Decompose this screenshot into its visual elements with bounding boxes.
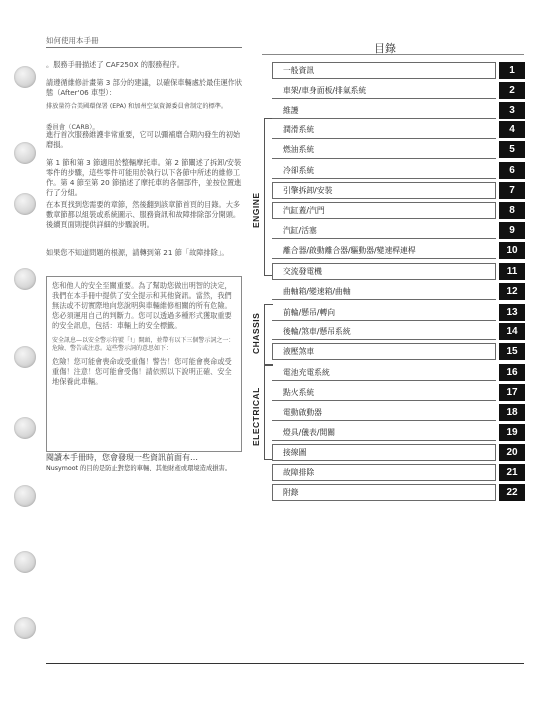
row-underline <box>272 178 496 179</box>
toc-number[interactable]: 15 <box>499 343 525 360</box>
binder-hole <box>14 346 36 368</box>
binder-hole <box>14 485 36 507</box>
binder-hole <box>14 268 36 290</box>
toc-item-alternator[interactable]: 交流發電機 <box>272 263 496 280</box>
intro-paragraph: 進行首次服務維護非常重要，它可以彌補磨合期內發生的初始磨損。 <box>46 130 241 149</box>
binder-hole <box>14 551 36 573</box>
toc-item-general-info[interactable]: 一般資訊 <box>272 62 496 79</box>
toc-item-lubrication[interactable]: 潤滑系統 <box>283 125 315 134</box>
notice-text: Nusymoot 的目的是防止對您的車輛、其他財產或環境造成損害。 <box>46 465 232 472</box>
footer-rule <box>46 663 524 664</box>
safety-paragraph: 您和他人的安全至關重要。為了幫助您做出明智的決定，我們在本手冊中提供了安全提示和其他資訊。當然，我們無法或不切實際地向您說明與車輛維修相關的所有危險。您必須運用自己的判斷力。您可以透過多種形式獲取重要的安全訊息，包括：車輛上的安全標籤。 <box>52 281 232 330</box>
row-underline <box>272 440 496 441</box>
toc-item-rear-wheel[interactable]: 後輪/煞車/懸吊系統 <box>283 327 351 336</box>
row-underline <box>272 380 496 381</box>
toc-item-lights[interactable]: 燈具/儀表/開關 <box>283 428 336 437</box>
row-underline <box>272 400 496 401</box>
section-label-engine: ENGINE <box>251 192 261 228</box>
toc-number[interactable]: 3 <box>499 102 525 119</box>
binder-hole <box>14 617 36 639</box>
binder-hole <box>14 66 36 88</box>
toc-number[interactable]: 22 <box>499 484 525 501</box>
toc-number[interactable]: 4 <box>499 121 525 138</box>
toc-item-cylinder-piston[interactable]: 汽缸/活塞 <box>283 226 317 235</box>
toc-number[interactable]: 10 <box>499 242 525 259</box>
toc-item-cooling[interactable]: 冷卻系統 <box>283 166 315 175</box>
section-label-chassis: CHASSIS <box>251 312 261 354</box>
toc-number[interactable]: 16 <box>499 364 525 381</box>
intro-paragraph: 在本頁找到您需要的章節，然後翻到該章節首頁的目錄。大多數章節都以組裝或系統圖示、服務資訊和故障排除部分開頭。後續頁面則提供詳細的步驟說明。 <box>46 200 241 229</box>
intro-paragraph: 第 1 節和第 3 節適用於整輛摩托車。第 2 節闡述了拆卸/安裝零件的步驟，這些零件可能用於執行以下各節中所述的維修工作。第 4 節至第 20 節描述了摩托車的各個部件，並按位置進行了分組。 <box>46 158 242 197</box>
toc-item-cylinder-head[interactable]: 汽缸蓋/汽門 <box>272 202 496 219</box>
toc-item-clutch[interactable]: 離合器/啟動離合器/驅動器/變速桿連桿 <box>283 246 416 255</box>
safety-box <box>46 276 242 452</box>
toc-item-appendix[interactable]: 附錄 <box>272 484 496 501</box>
binder-hole <box>14 417 36 439</box>
toc-top-rule <box>262 54 524 55</box>
page-header: 如何使用本手冊 <box>46 36 99 45</box>
toc-number[interactable]: 6 <box>499 162 525 179</box>
toc-number[interactable]: 19 <box>499 424 525 441</box>
toc-number[interactable]: 11 <box>499 263 525 280</box>
intro-paragraph: 。服務手冊描述了 CAF250X 的服務程序。 <box>46 60 184 69</box>
toc-item-maintenance[interactable]: 維護 <box>283 106 299 115</box>
row-underline <box>272 98 496 99</box>
row-underline <box>272 138 496 139</box>
section-label-electrical: ELECTRICAL <box>251 387 261 446</box>
toc-item-front-wheel[interactable]: 前輪/懸吊/轉向 <box>283 308 336 317</box>
toc-number[interactable]: 5 <box>499 141 525 158</box>
notice-heading: 閱讀本手冊時，您會發現一些資訊前面有… <box>46 453 198 462</box>
toc-item-ignition[interactable]: 點火系統 <box>283 388 315 397</box>
toc-number[interactable]: 17 <box>499 384 525 401</box>
toc-item-hydraulic-brake[interactable]: 液壓煞車 <box>272 343 496 360</box>
intro-paragraph: 委員會（CARB）。 <box>46 123 99 131</box>
row-underline <box>272 420 496 421</box>
toc-item-battery[interactable]: 電池充電系統 <box>283 368 330 377</box>
toc-item-crankcase[interactable]: 曲軸箱/變速箱/曲軸 <box>283 287 351 296</box>
toc-number[interactable]: 7 <box>499 182 525 199</box>
binder-hole <box>14 193 36 215</box>
toc-number[interactable]: 2 <box>499 82 525 99</box>
header-rule <box>46 47 242 48</box>
row-underline <box>272 320 496 321</box>
toc-item-fuel[interactable]: 燃油系統 <box>283 145 315 154</box>
toc-item-troubleshooting[interactable]: 故障排除 <box>272 464 496 481</box>
intro-paragraph: 請遵循維修計畫第 3 部分的建議，以確保車輛處於最佳運作狀態（After'06 車型）： <box>46 78 243 97</box>
intro-paragraph: 如果您不知道問題的根源，請轉到第 21 節「故障排除」。 <box>46 248 229 257</box>
row-underline <box>272 118 496 119</box>
toc-number[interactable]: 21 <box>499 464 525 481</box>
row-underline <box>272 299 496 300</box>
safety-paragraph: 危險！您可能會喪命或受重傷！警告！您可能會喪命或受重傷！注意！您可能會受傷！請依照以下說明正確、安全地保養此車輛。 <box>52 357 232 386</box>
toc-item-frame-body[interactable]: 車架/車身面板/排氣系統 <box>283 86 367 95</box>
toc-number[interactable]: 14 <box>499 323 525 340</box>
binder-hole <box>14 142 36 164</box>
toc-number[interactable]: 9 <box>499 222 525 239</box>
safety-paragraph: 安全訊息—以安全警示符號「!」開頭，並帶有以下三個警示詞之一：危險、警告或注意。這些警示詞的意思如下： <box>52 337 235 352</box>
toc-item-wiring[interactable]: 接線圖 <box>272 444 496 461</box>
toc-title: 目錄 <box>374 42 396 55</box>
row-underline <box>272 258 496 259</box>
toc-item-starter[interactable]: 電動啟動器 <box>283 408 322 417</box>
row-underline <box>272 238 496 239</box>
toc-number[interactable]: 18 <box>499 404 525 421</box>
toc-item-engine-removal[interactable]: 引擎拆卸/安裝 <box>272 182 496 199</box>
row-underline <box>272 339 496 340</box>
toc-number[interactable]: 12 <box>499 283 525 300</box>
toc-number[interactable]: 1 <box>499 62 525 79</box>
toc-number[interactable]: 13 <box>499 304 525 321</box>
toc-number[interactable]: 20 <box>499 444 525 461</box>
toc-number[interactable]: 8 <box>499 202 525 219</box>
row-underline <box>272 158 496 159</box>
intro-paragraph: 排放量符合美國環保署 (EPA) 和加州空氣資源委員會制定的標準。 <box>46 103 228 110</box>
